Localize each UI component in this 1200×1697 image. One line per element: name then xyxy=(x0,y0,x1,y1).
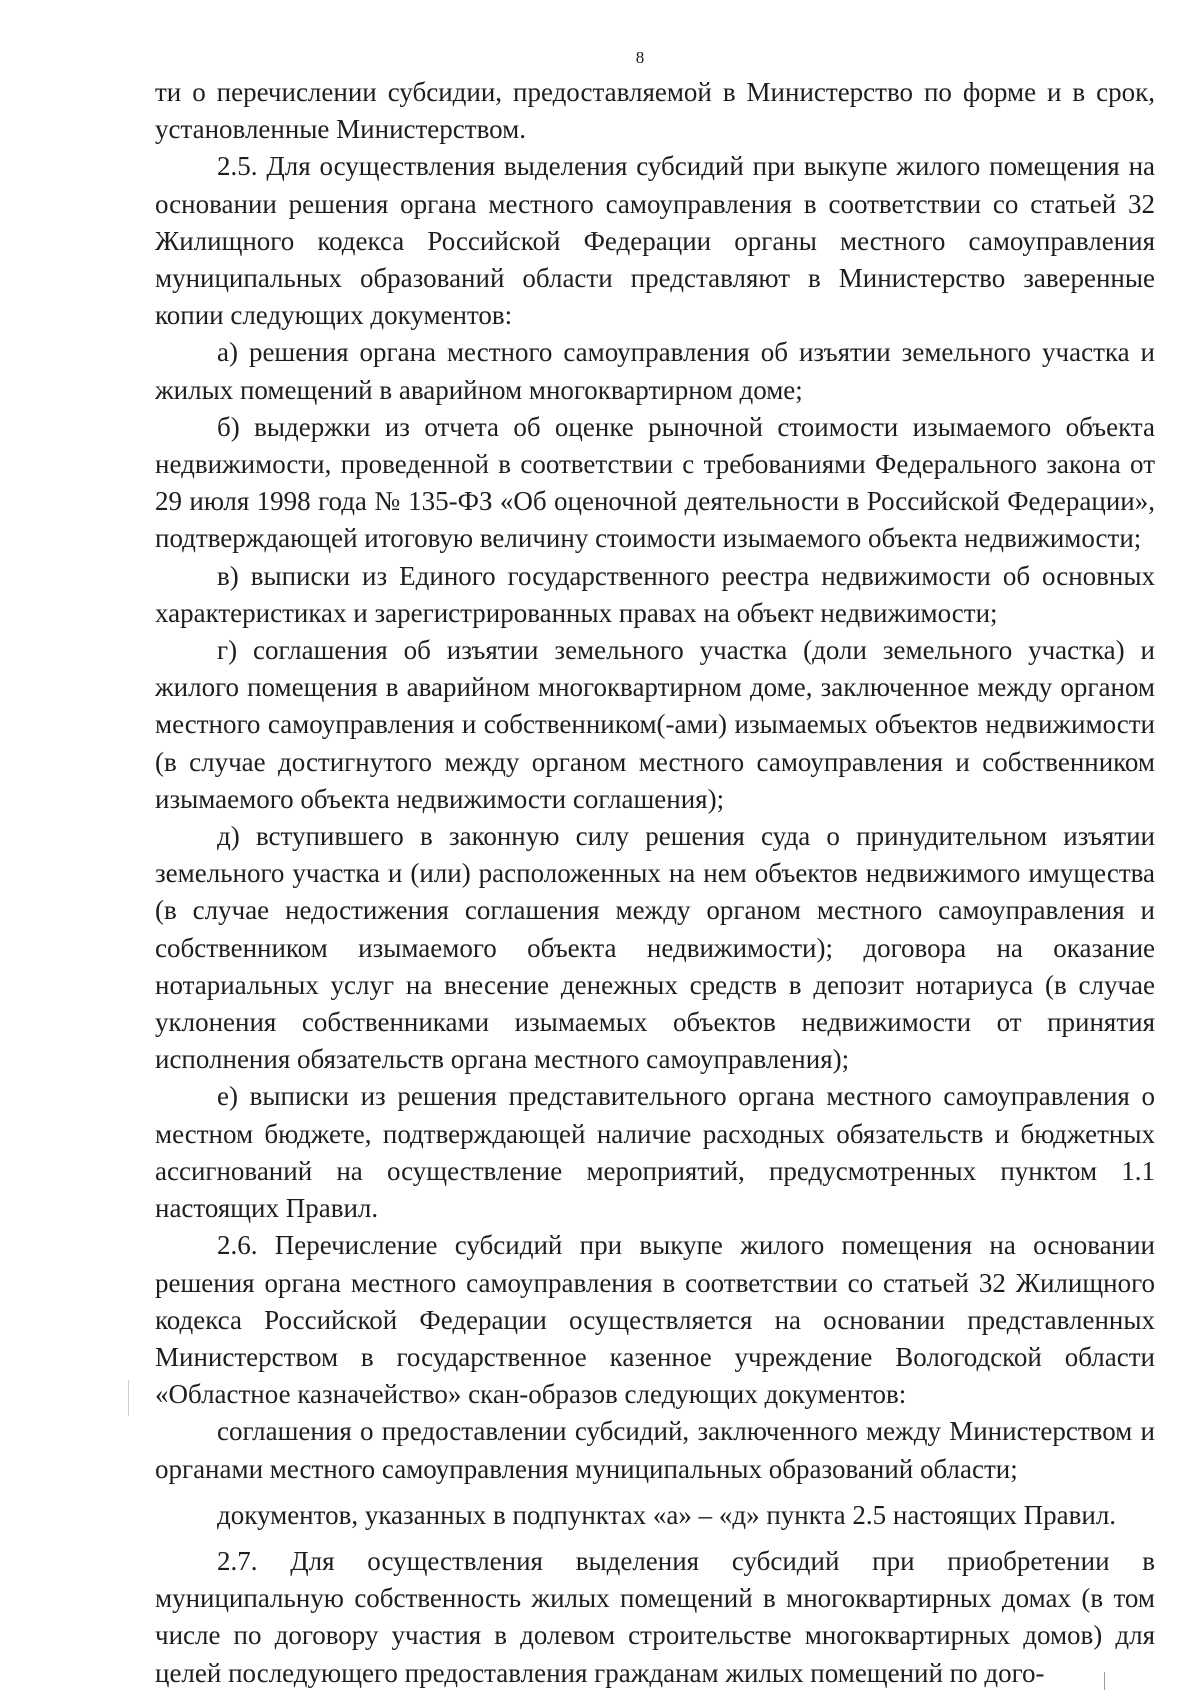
paragraph-2-6: 2.6. Перечисление субсидий при выкупе жилого помещения на основании решения органа местного самоуправления в соответствии со статьей 32 Жилищного кодекса Российской Федерации осуществляется на основании представленных Министерством в государственное казенное учреждение Вологодской области «Областное казначейство» скан-образов следующих документов: xyxy=(155,1230,1155,1410)
document-text xyxy=(155,74,1155,1692)
paragraph-2-6-agreement: соглашения о предоставлении субсидий, заключенного между Министерством и органами местного самоуправления муниципальных образований области; xyxy=(155,1416,1155,1484)
paragraph-2-6-documents: документов, указанных в подпунктах «а» – «д» пункта 2.5 настоящих Правил. xyxy=(217,1499,1117,1530)
scan-edge-mark xyxy=(1104,1672,1105,1690)
paragraph-2-5-a: а) решения органа местного самоуправления об изъятии земельного участка и жилых помещений в аварийном многоквартирном доме; xyxy=(155,337,1155,405)
paragraph-2-5: 2.5. Для осуществления выделения субсидий при выкупе жилого помещения на основании решения органа местного самоуправления в соответствии со статьей 32 Жилищного кодекса Российской Федерации органы местного самоуправления муниципальных образований области представляют в Министерство заверенные копии следующих документов: xyxy=(155,151,1155,331)
paragraph-2-7: 2.7. Для осуществления выделения субсидий при приобретении в муниципальную собственность жилых помещений в многоквартирных домах (в том числе по договору участия в долевом строительстве многоквартирных домов) для целей последующего предоставления гражданам жилых помещений по дого- xyxy=(155,1545,1155,1688)
paragraph-2-5-g: г) соглашения об изъятии земельного участка (доли земельного участка) и жилого помещения в аварийном многоквартирном доме, заключенное между органом местного самоуправления и собственником(-ами) изымаемых объектов недвижимости (в случае достигнутого между органом местного самоуправления и собственником изымаемого объекта недвижимости соглашения); xyxy=(155,635,1155,814)
paragraph-2-5-d: д) вступившего в законную силу решения суда о принудительном изъятии земельного участка и (или) расположенных на нем объектов недвижимого имущества (в случае недостижения соглашения между органом местного самоуправления и собственником изымаемого объекта недвижимости); договора на оказание нотариальных услуг на внесение денежных средств в депозит нотариуса (в случае уклонения собственниками изымаемых объектов недвижимости от принятия исполнения обязательств органа местного самоуправления); xyxy=(155,821,1155,1075)
paragraph-2-5-v: в) выписки из Единого государственного реестра недвижимости об основных характеристиках и зарегистрированных правах на объект недвижимости; xyxy=(155,560,1155,628)
paragraph-continuation: ти о перечислении субсидии, предоставляемой в Министерство по форме и в срок, установленные Министерством. xyxy=(155,77,1155,145)
paragraph-2-5-b: б) выдержки из отчета об оценке рыночной стоимости изымаемого объекта недвижимости, проведенной в соответствии с требованиями Федерального закона от 29 июля 1998 года № 135-ФЗ «Об оценочной деятельности в Российской Федерации», подтверждающей итоговую величину стоимости изымаемого объекта недвижимости; xyxy=(155,411,1155,554)
paragraph-2-5-e: е) выписки из решения представительного органа местного самоуправления о местном бюджете, подтверждающей наличие расходных обязательств и бюджетных ассигнований на осуществление мероприятий, предусмотренных пунктом 1.1 настоящих Правил. xyxy=(155,1081,1155,1224)
scan-margin-mark xyxy=(128,1380,129,1416)
page-number: 8 xyxy=(635,48,645,67)
